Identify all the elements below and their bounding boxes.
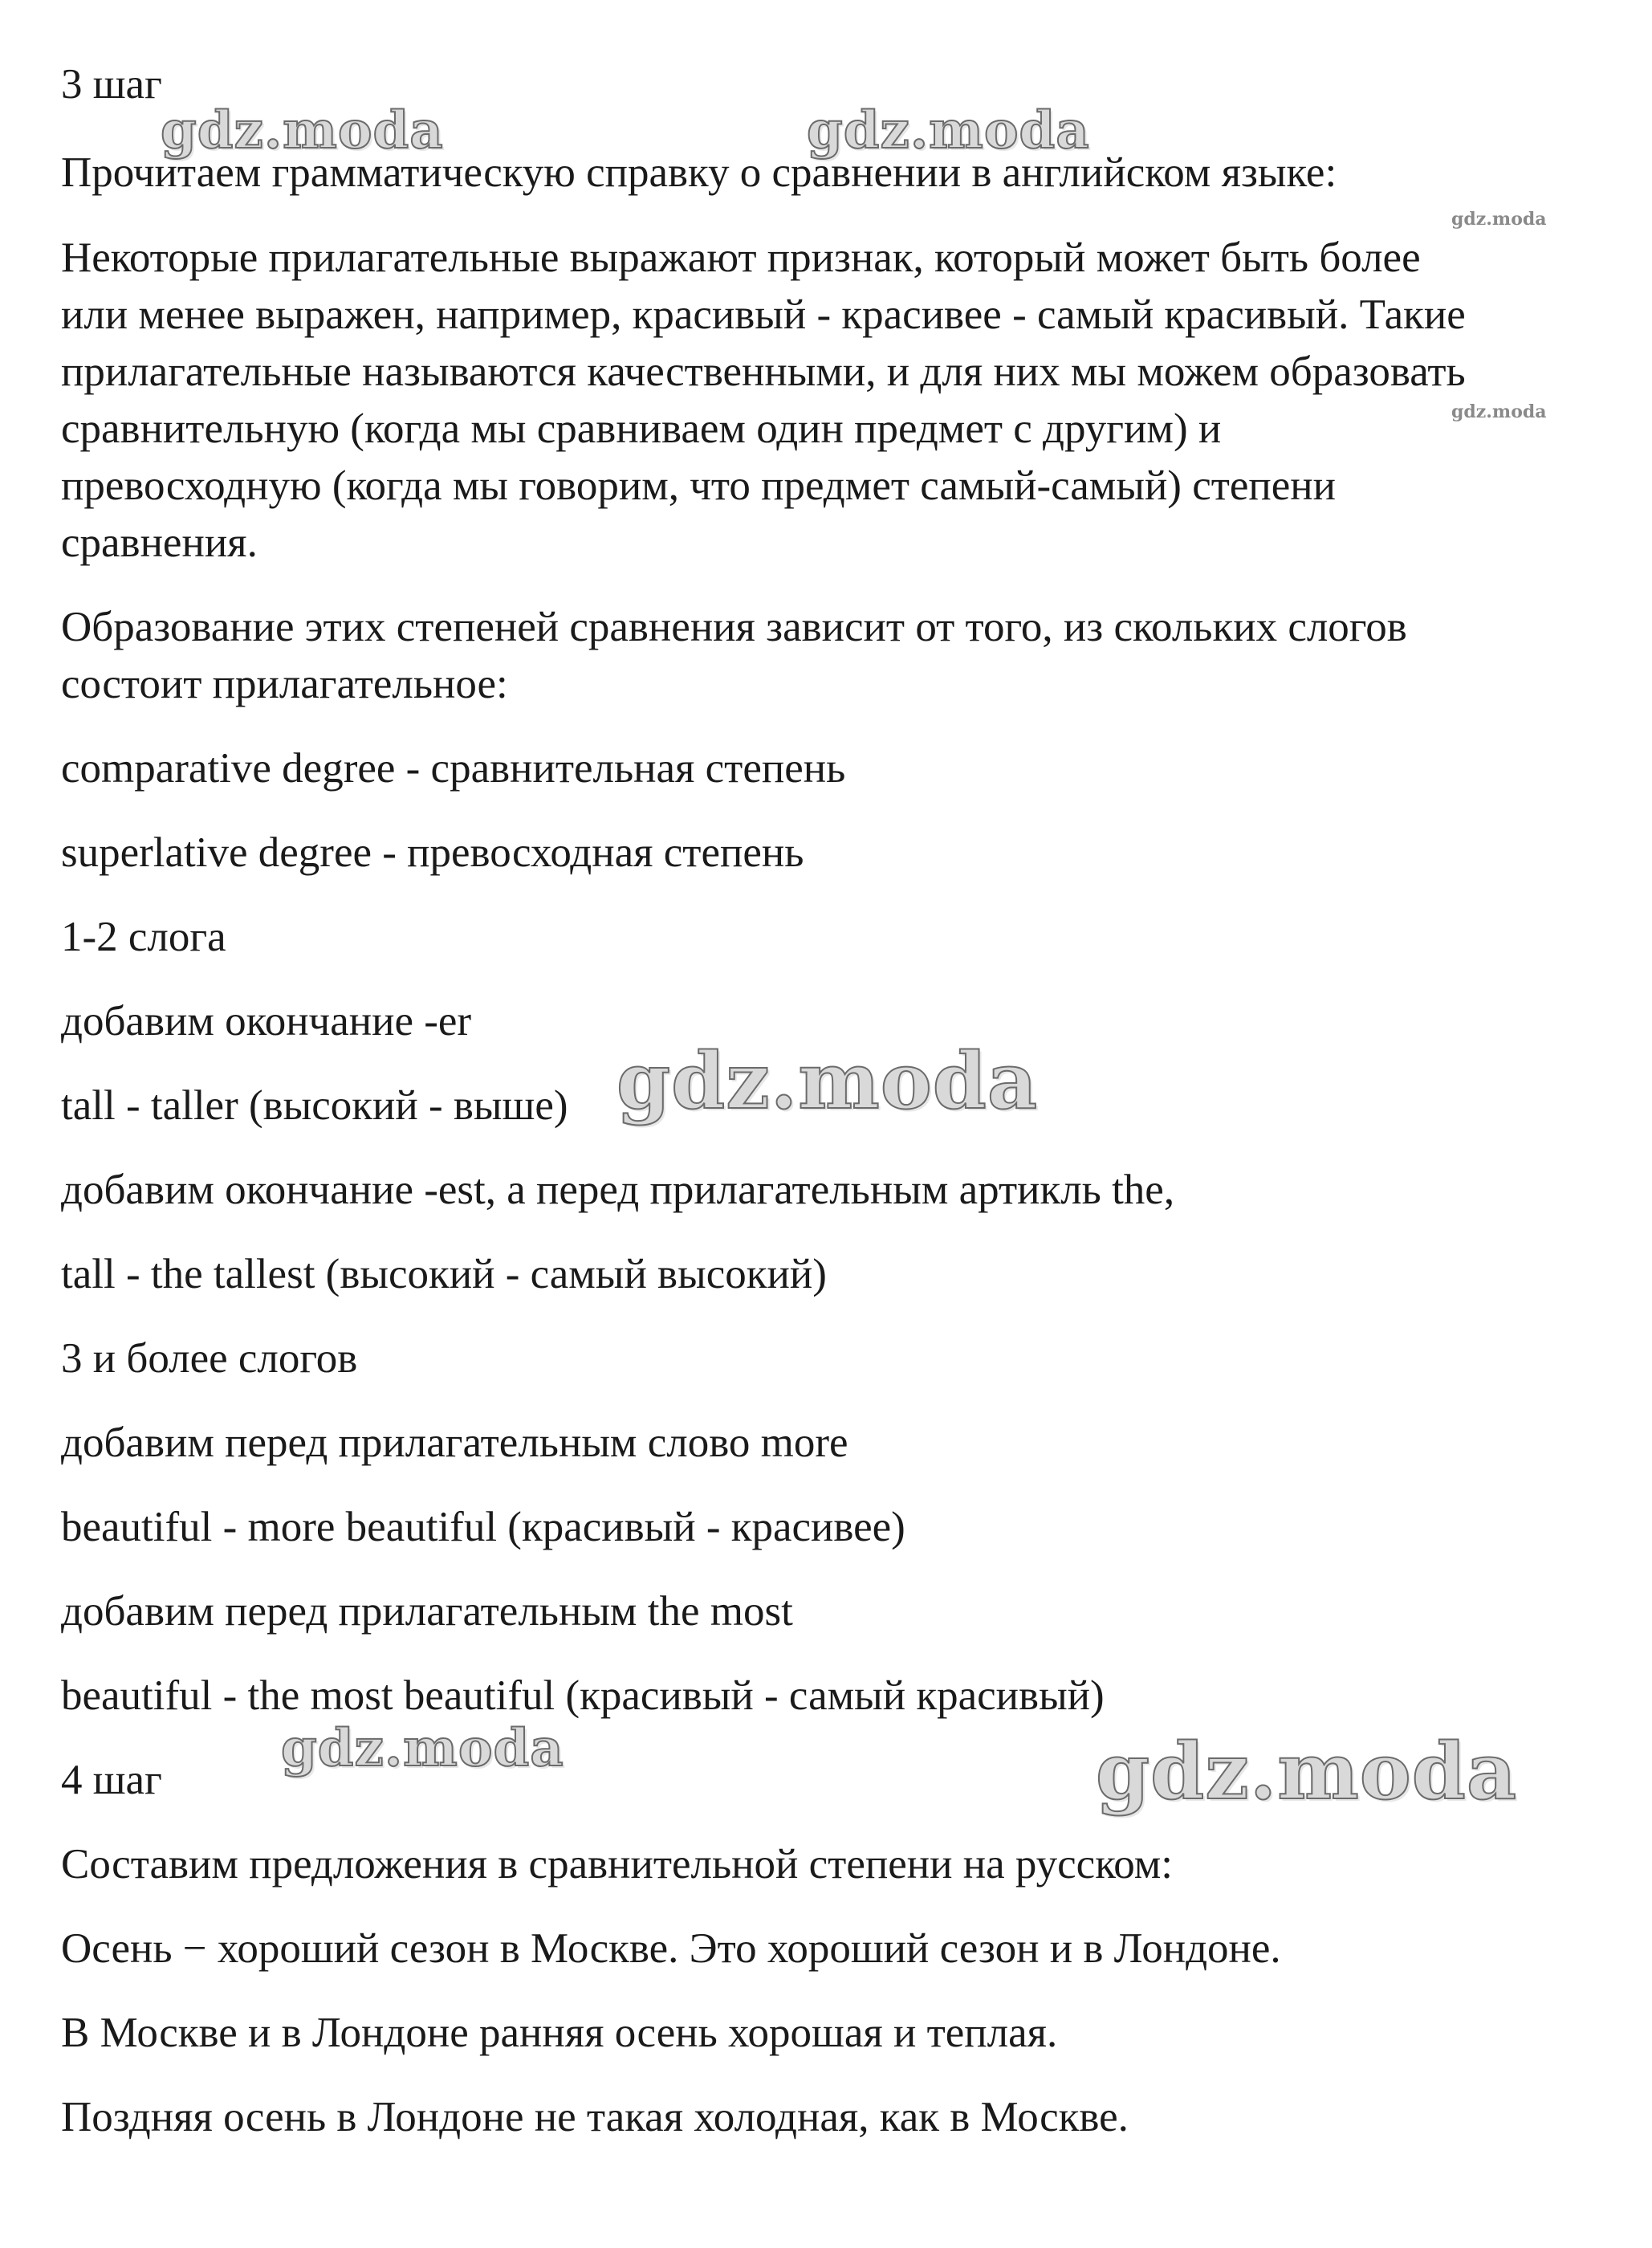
paragraph-line-6: сравнения. xyxy=(61,519,258,566)
superlative-definition: superlative degree - превосходная степень xyxy=(61,829,804,876)
example-most-beautiful: beautiful - the most beautiful (красивый - самый красивый) xyxy=(61,1672,1105,1719)
sentence-2: В Москве и в Лондоне ранняя осень хорошая и теплая. xyxy=(61,2010,1058,2056)
paragraph-line-2: или менее выражен, например, красивый - красивее - самый красивый. Такие xyxy=(61,291,1466,338)
watermark-logo: gdz.moda xyxy=(161,100,444,161)
step-3-heading: 3 шаг xyxy=(61,61,162,108)
sentence-1: Осень − хороший сезон в Москве. Это хороший сезон и в Лондоне. xyxy=(61,1925,1281,1972)
syllables-1-2-heading: 1-2 слога xyxy=(61,914,226,960)
rule-est: добавим окончание -est, а перед прилагательным артикль the, xyxy=(61,1167,1175,1213)
step-4-heading: 4 шаг xyxy=(61,1757,162,1803)
watermark-small: gdz.moda xyxy=(1451,209,1547,230)
paragraph-line-1: Некоторые прилагательные выражают признак, который может быть более xyxy=(61,234,1421,281)
watermark-logo: gdz.moda xyxy=(616,1036,1039,1126)
example-taller: tall - taller (высокий - выше) xyxy=(61,1082,568,1129)
rule-er: добавим окончание -er xyxy=(61,998,472,1045)
example-more-beautiful: beautiful - more beautiful (красивый - красивее) xyxy=(61,1504,905,1550)
sentence-3: Поздняя осень в Лондоне не такая холодная, как в Москве. xyxy=(61,2094,1129,2140)
watermark-logo: gdz.moda xyxy=(807,100,1090,161)
watermark-small: gdz.moda xyxy=(1451,401,1547,422)
syllables-3-heading: 3 и более слогов xyxy=(61,1335,358,1382)
paragraph-line-4: сравнительную (когда мы сравниваем один предмет с другим) и xyxy=(61,405,1222,452)
comparative-definition: comparative degree - сравнительная степень xyxy=(61,745,846,792)
formation-line-1: Образование этих степеней сравнения зависит от того, из скольких слогов xyxy=(61,604,1407,650)
task-line: Составим предложения в сравнительной степени на русском: xyxy=(61,1841,1174,1888)
rule-most: добавим перед прилагательным the most xyxy=(61,1588,793,1635)
paragraph-line-3: прилагательные называются качественными, и для них мы можем образовать xyxy=(61,348,1466,395)
formation-line-2: состоит прилагательное: xyxy=(61,661,508,707)
watermark-logo: gdz.moda xyxy=(281,1718,564,1778)
watermark-logo: gdz.moda xyxy=(1096,1726,1518,1817)
intro-line: Прочитаем грамматическую справку о сравнении в английском языке: xyxy=(61,149,1337,196)
rule-more: добавим перед прилагательным слово more xyxy=(61,1419,848,1466)
paragraph-line-5: превосходную (когда мы говорим, что предмет самый-самый) степени xyxy=(61,462,1337,509)
example-tallest: tall - the tallest (высокий - самый высокий) xyxy=(61,1251,827,1297)
